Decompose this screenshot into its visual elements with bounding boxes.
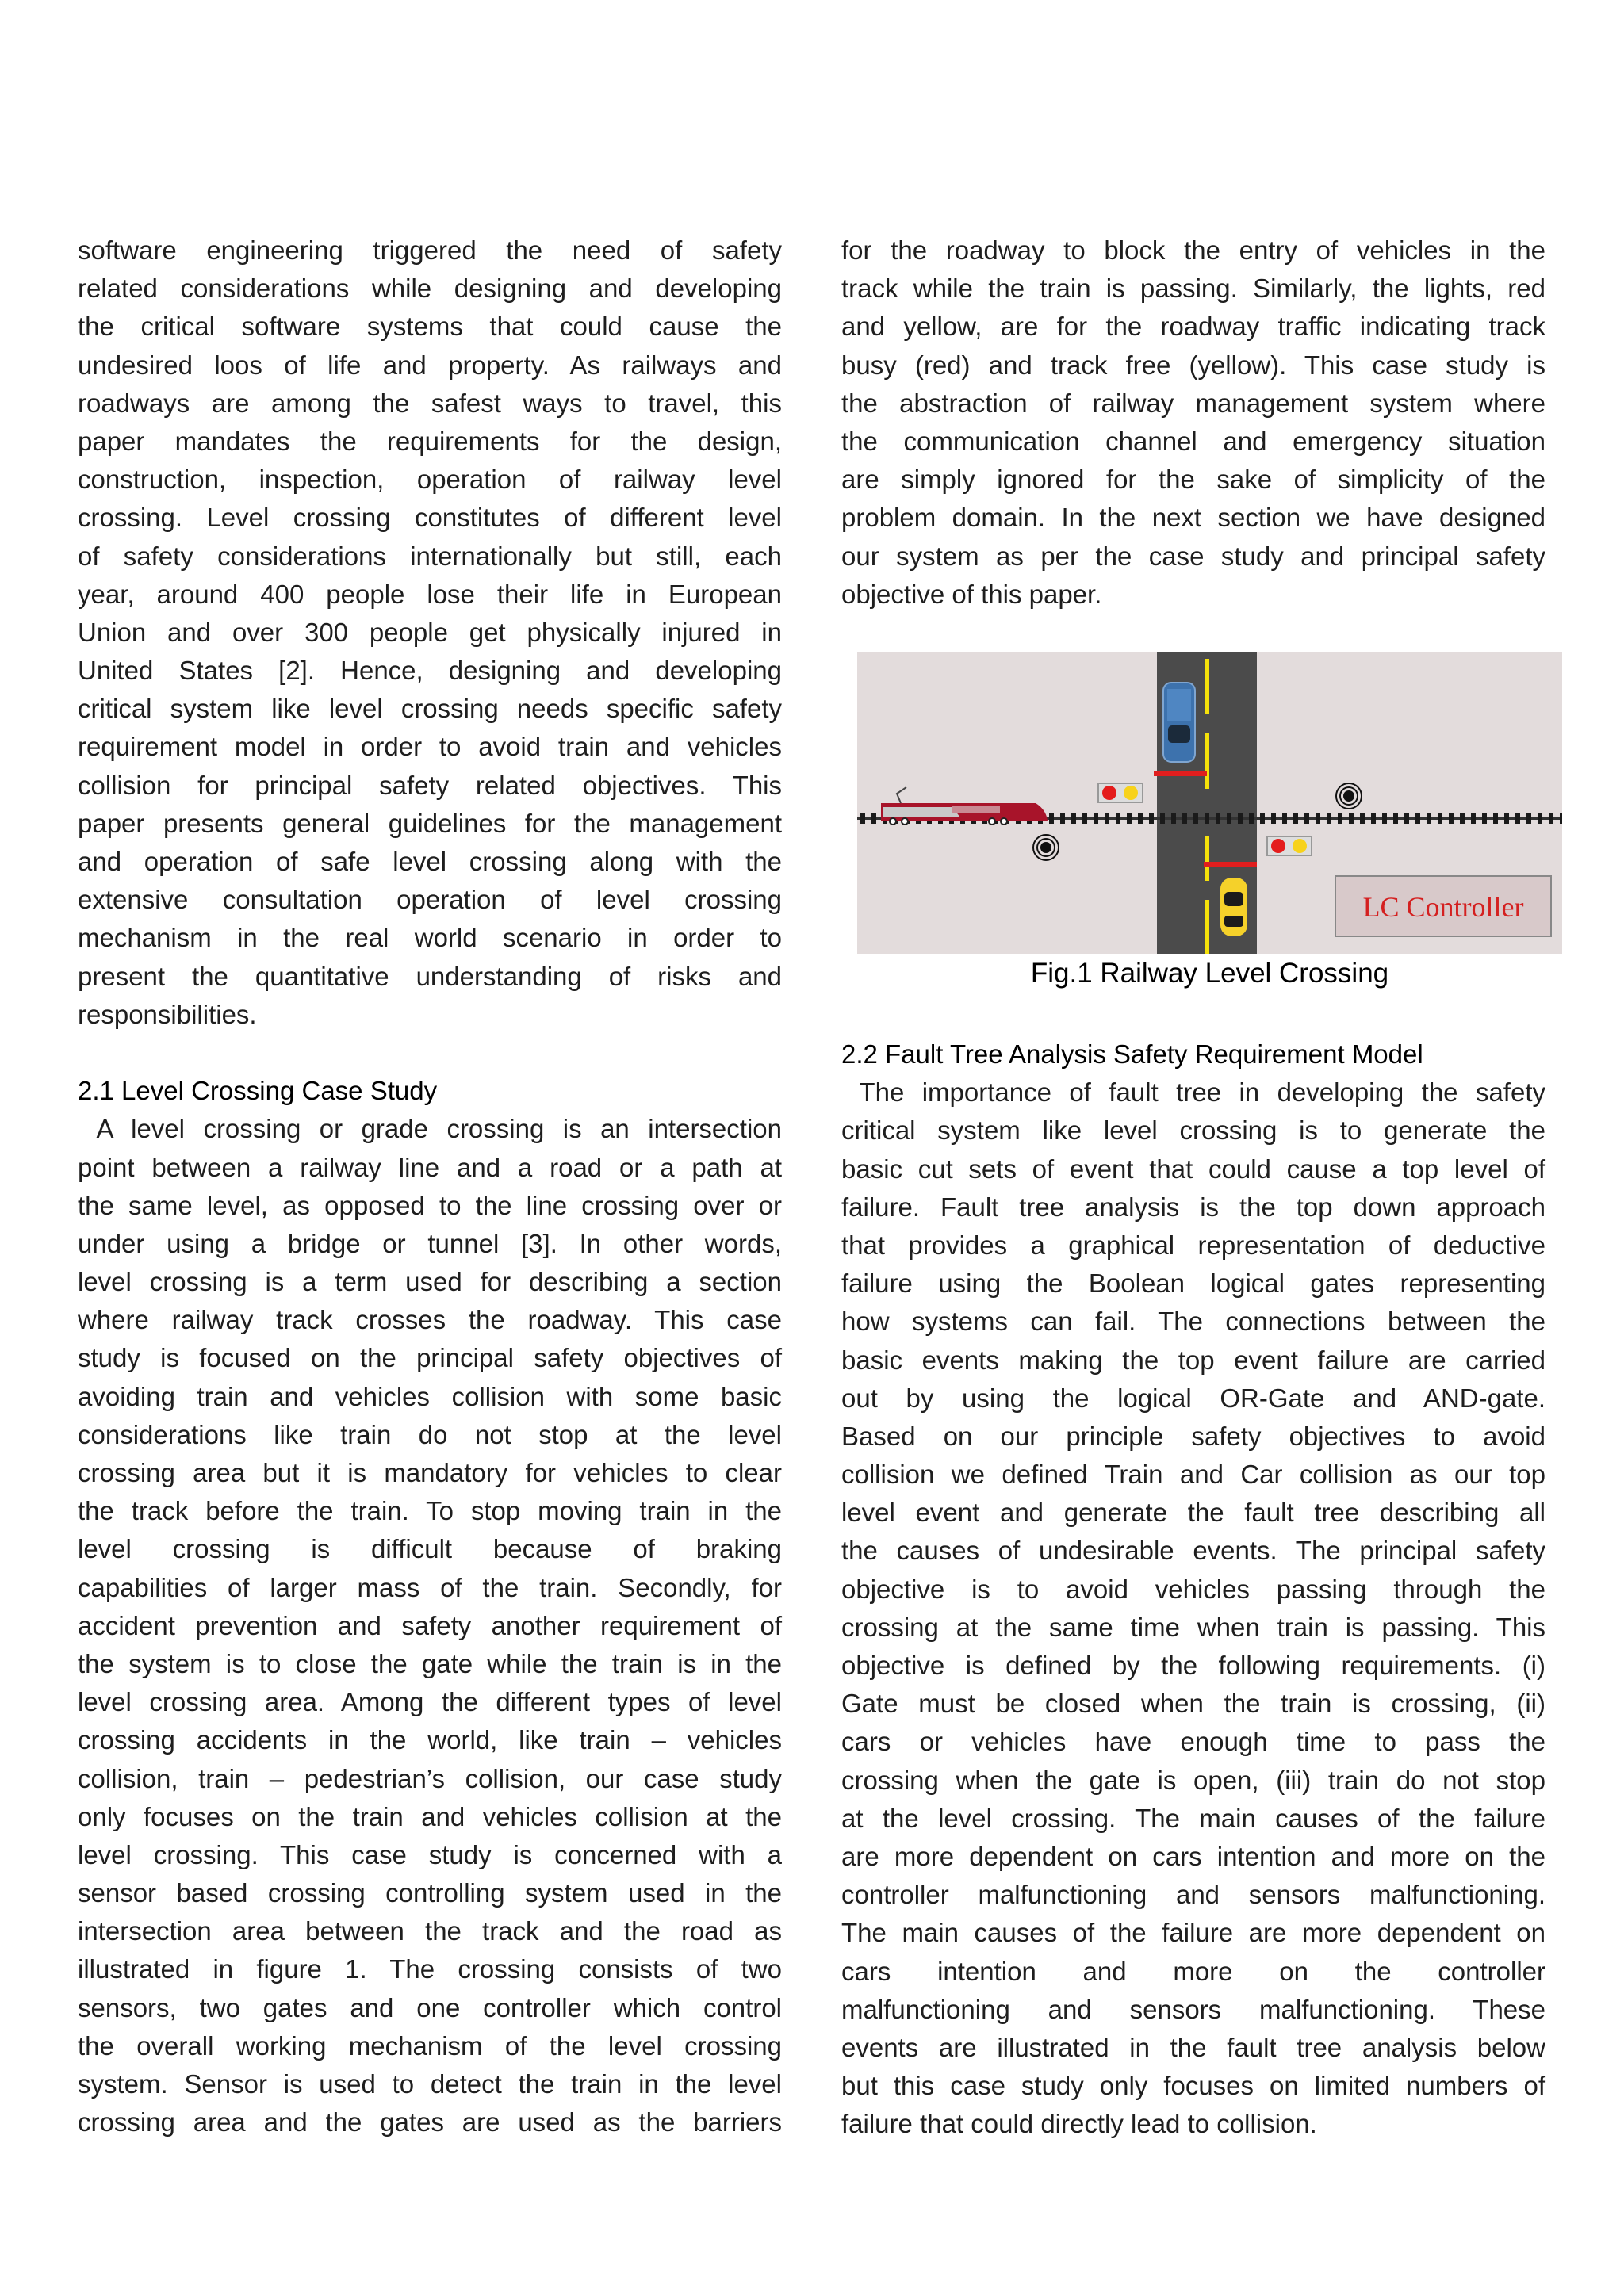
text-line: for the roadway to block the entry of vehicles in the [841, 235, 1545, 265]
text-line: the same level, as opposed to the line crossing over or [78, 1190, 782, 1220]
sensor-lower-icon [1033, 835, 1059, 860]
track-sleeper [860, 813, 865, 824]
track-sleeper [1082, 813, 1087, 824]
text-line: capabilities of larger mass of the train. Secondly, for [78, 1572, 782, 1602]
traffic-light-lower-icon [1267, 836, 1312, 855]
track-sleeper [1260, 813, 1265, 824]
case-study-paragraph [78, 1110, 782, 2141]
text-line: requirement model in order to avoid train and vehicles [78, 732, 782, 762]
track-sleeper [1493, 813, 1498, 824]
gate-upper [1154, 771, 1207, 776]
track-sleeper [1060, 813, 1065, 824]
track-sleeper [1293, 813, 1298, 824]
track-sleeper [1449, 813, 1454, 824]
lc-controller-box [1335, 876, 1551, 936]
text-line: critical system like level crossing needs specific safety [78, 694, 782, 724]
text-line: considerations like train do not stop at the level [78, 1419, 782, 1449]
track-sleeper [1116, 813, 1120, 824]
track-sleeper [1282, 813, 1287, 824]
text-line: busy (red) and track free (yellow). This case study is [841, 350, 1545, 380]
text-line: year, around 400 people lose their life in European [78, 579, 782, 609]
intro-paragraph [78, 232, 782, 1034]
text-line: avoiding train and vehicles collision with some basic [78, 1381, 782, 1411]
text-line: crossing. Level crossing constitutes of different level [78, 503, 782, 533]
track-sleeper [1393, 813, 1398, 824]
text-line: and yellow, are for the roadway traffic indicating track [841, 312, 1545, 342]
track-sleeper [1171, 813, 1176, 824]
right-column-bottom [841, 1035, 1545, 2143]
text-line: construction, inspection, operation of railway level [78, 465, 782, 495]
text-line: basic cut sets of event that could cause a top level of [841, 1154, 1545, 1184]
text-line: United States [2]. Hence, designing and developing [78, 656, 782, 686]
text-line: failure using the Boolean logical gates representing [841, 1269, 1545, 1299]
text-line: paper mandates the requirements for the design, [78, 426, 782, 456]
text-line: objective is to avoid vehicles passing through the [841, 1574, 1545, 1604]
track-sleeper [1427, 813, 1431, 824]
text-line: responsibilities. [78, 999, 257, 1029]
text-line: where railway track crosses the roadway. This case [78, 1305, 782, 1335]
text-line: the abstraction of railway management system where [841, 388, 1545, 418]
text-line: crossing area and the gates are used as the barriers [78, 2107, 782, 2137]
text-line: level crossing area. Among the different types of level [78, 1687, 782, 1717]
text-line: sensor based crossing controlling system used in the [78, 1878, 782, 1908]
left-column [78, 232, 782, 2141]
continuation-paragraph [841, 232, 1545, 614]
text-line: cars or vehicles have enough time to pass the [841, 1727, 1545, 1757]
text-line: that provides a graphical representation of deductive [841, 1230, 1545, 1260]
track-sleeper [1127, 813, 1132, 824]
text-line: objective is defined by the following requirements. (i) [841, 1651, 1545, 1680]
track-sleeper [1249, 813, 1254, 824]
track-sleeper [1316, 813, 1320, 824]
text-line: controller malfunctioning and sensors malfunctioning. [841, 1880, 1545, 1910]
text-line: collision, train – pedestrian’s collision, our case study [78, 1763, 782, 1793]
track-sleeper [1460, 813, 1465, 824]
text-line: our system as per the case study and principal safety [841, 541, 1545, 571]
text-line: A level crossing or grade crossing is an intersection [78, 1114, 782, 1144]
figure-railway-level-crossing [857, 652, 1562, 954]
text-line: Union and over 300 people get physically injured in [78, 617, 782, 647]
text-line: failure that could directly lead to collision. [841, 2109, 1317, 2139]
track-sleeper [871, 813, 876, 824]
text-line: and operation of safe level crossing along with the [78, 847, 782, 876]
track-sleeper [1482, 813, 1487, 824]
text-line: study is focused on the principal safety objectives of [78, 1343, 782, 1373]
text-line: accident prevention and safety another requirement of [78, 1610, 782, 1640]
text-line: software engineering triggered the need of safety [78, 235, 782, 265]
sensor-upper-icon [1336, 783, 1362, 809]
text-line: point between a railway line and a road or a path at [78, 1152, 782, 1182]
track-sleeper [1138, 813, 1143, 824]
track-sleeper [1094, 813, 1098, 824]
text-line: extensive consultation operation of level crossing [78, 885, 782, 915]
text-line: the system is to close the gate while the train is in the [78, 1648, 782, 1678]
text-line: how systems can fail. The connections between the [841, 1307, 1545, 1337]
text-line: level crossing is a term used for describing a section [78, 1267, 782, 1297]
track-sleeper [1471, 813, 1476, 824]
text-line: The importance of fault tree in developing the safety [841, 1077, 1545, 1108]
track-sleeper [1049, 813, 1054, 824]
text-line: problem domain. In the next section we have designed [841, 503, 1545, 533]
track-sleeper [1538, 813, 1542, 824]
text-line: under using a bridge or tunnel [3]. In other words, [78, 1228, 782, 1258]
track-sleeper [1371, 813, 1376, 824]
fault-tree-paragraph [841, 1073, 1545, 2143]
text-line: at the level crossing. The main causes of the failure [841, 1803, 1545, 1833]
text-line: Gate must be closed when the train is crossing, (ii) [841, 1689, 1545, 1719]
text-line: crossing area but it is mandatory for vehicles to clear [78, 1458, 782, 1487]
text-line: but this case study only focuses on limited numbers of [841, 2071, 1545, 2101]
text-line: events are illustrated in the fault tree analysis below [841, 2032, 1545, 2062]
text-line: roadways are among the safest ways to travel, this [78, 388, 782, 418]
text-line: the overall working mechanism of the level crossing [78, 2030, 782, 2061]
text-line: critical system like level crossing is to generate the [841, 1115, 1545, 1146]
text-line: paper presents general guidelines for the management [78, 808, 782, 838]
text-line: collision for principal safety related objectives. This [78, 770, 782, 800]
track-sleeper [1193, 813, 1198, 824]
gate-lower [1204, 862, 1257, 867]
text-line: are simply ignored for the sake of simplicity of the [841, 465, 1545, 495]
text-line: present the quantitative understanding of risks and [78, 961, 782, 991]
section-heading-2-2: 2.2 Fault Tree Analysis Safety Requirement Model [841, 1039, 1423, 1069]
track-sleeper [1304, 813, 1309, 824]
text-line: crossing accidents in the world, like train – vehicles [78, 1725, 782, 1755]
text-line: system. Sensor is used to detect the train in the level [78, 2069, 782, 2099]
track-sleeper [1404, 813, 1409, 824]
text-line: related considerations while designing and developing [78, 274, 782, 304]
text-line: failure. Fault tree analysis is the top down approach [841, 1192, 1545, 1222]
text-line: the track before the train. To stop moving train in the [78, 1496, 782, 1526]
track-sleeper [1105, 813, 1109, 824]
text-line: the causes of undesirable events. The principal safety [841, 1536, 1545, 1566]
text-line: The main causes of the failure are more dependent on [841, 1918, 1545, 1948]
track-sleeper [1515, 813, 1520, 824]
text-line: mechanism in the real world scenario in order to [78, 923, 782, 953]
text-line: out by using the logical OR-Gate and AND-gate. [841, 1383, 1545, 1413]
text-line: intersection area between the track and the road as [78, 1916, 782, 1946]
blue-car-icon [1163, 683, 1195, 762]
track-sleeper [1160, 813, 1165, 824]
text-line: level event and generate the fault tree describing all [841, 1498, 1545, 1528]
track-sleeper [1071, 813, 1076, 824]
track-sleeper [1560, 813, 1562, 824]
track-sleeper [1382, 813, 1387, 824]
text-line: track while the train is passing. Similarly, the lights, red [841, 274, 1545, 304]
right-column-top [841, 232, 1545, 614]
text-line: Based on our principle safety objectives to avoid [841, 1421, 1545, 1451]
track-sleeper [1504, 813, 1509, 824]
text-line: level crossing. This case study is concerned with a [78, 1839, 782, 1869]
track-sleeper [1182, 813, 1187, 824]
track-sleeper [1438, 813, 1442, 824]
text-line: the communication channel and emergency situation [841, 426, 1545, 456]
track-sleeper [1349, 813, 1354, 824]
text-line: objective of this paper. [841, 579, 1102, 609]
text-line: are more dependent on cars intention and more on the [841, 1841, 1545, 1871]
track-sleeper [1271, 813, 1276, 824]
text-line: collision we defined Train and Car collision as our top [841, 1460, 1545, 1490]
track-sleeper [1205, 813, 1209, 824]
text-line: only focuses on the train and vehicles collision at the [78, 1801, 782, 1831]
lc-controller-label: LC Controller [1362, 891, 1524, 923]
text-line: illustrated in figure 1. The crossing consists of two [78, 1954, 782, 1984]
track-sleeper [1216, 813, 1220, 824]
track-sleeper [1360, 813, 1365, 824]
figure-caption: Fig.1 Railway Level Crossing [1030, 958, 1389, 989]
track-sleeper [1549, 813, 1553, 824]
text-line: undesired loos of life and property. As railways and [78, 350, 782, 380]
track-sleeper [1338, 813, 1342, 824]
track-sleeper [1238, 813, 1243, 824]
yellow-car-icon [1220, 878, 1247, 936]
text-line: cars intention and more on the controller [841, 1956, 1545, 1986]
text-line: crossing when the gate is open, (iii) train do not stop [841, 1765, 1545, 1795]
section-heading-2-1: 2.1 Level Crossing Case Study [78, 1076, 438, 1106]
text-line: of safety considerations internationally but still, each [78, 541, 782, 571]
text-line: malfunctioning and sensors malfunctioning. These [841, 1994, 1545, 2024]
track-sleeper [1327, 813, 1331, 824]
text-line: level crossing is difficult because of braking [78, 1534, 782, 1564]
text-line: the critical software systems that could cause the [78, 312, 782, 342]
traffic-light-upper-icon [1098, 783, 1143, 802]
track-sleeper [1227, 813, 1231, 824]
track-sleeper [1149, 813, 1154, 824]
text-line: sensors, two gates and one controller which control [78, 1992, 782, 2022]
track-sleeper [1526, 813, 1531, 824]
text-line: basic events making the top event failure are carried [841, 1345, 1545, 1375]
text-line: crossing at the same time when train is passing. This [841, 1612, 1545, 1642]
track-sleeper [1415, 813, 1420, 824]
